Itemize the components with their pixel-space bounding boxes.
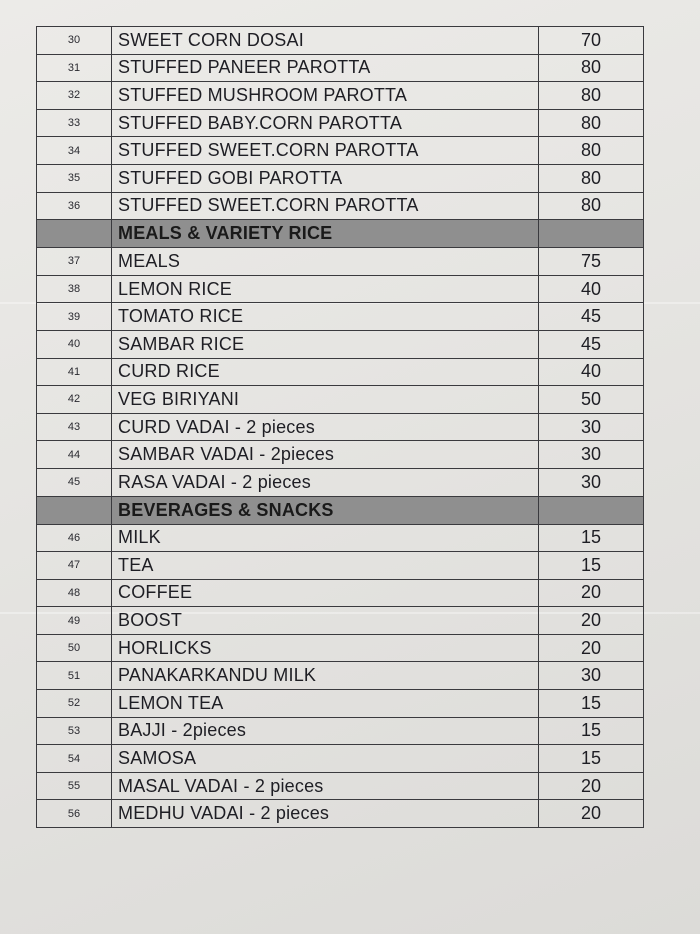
item-price: 45 bbox=[539, 330, 644, 358]
item-price: 30 bbox=[539, 468, 644, 496]
item-name: RASA VADAI - 2 pieces bbox=[112, 468, 539, 496]
menu-item-row bbox=[37, 27, 644, 55]
item-number: 53 bbox=[37, 717, 112, 745]
item-name: STUFFED MUSHROOM PAROTTA bbox=[112, 82, 539, 110]
item-price: 15 bbox=[539, 524, 644, 552]
item-price: 45 bbox=[539, 303, 644, 331]
item-name: STUFFED SWEET.CORN PAROTTA bbox=[112, 137, 539, 165]
item-price: 20 bbox=[539, 634, 644, 662]
menu-item-row bbox=[37, 54, 644, 82]
item-price: 20 bbox=[539, 607, 644, 635]
item-price: 75 bbox=[539, 248, 644, 276]
item-name: STUFFED PANEER PAROTTA bbox=[112, 54, 539, 82]
item-name: MEDHU VADAI - 2 pieces bbox=[112, 800, 539, 828]
item-number: 52 bbox=[37, 690, 112, 718]
section-price-cell bbox=[539, 496, 644, 524]
menu-item-row bbox=[37, 303, 644, 331]
item-price: 15 bbox=[539, 745, 644, 773]
item-name: TEA bbox=[112, 552, 539, 580]
item-number: 48 bbox=[37, 579, 112, 607]
item-name: SAMBAR RICE bbox=[112, 330, 539, 358]
item-name: PANAKARKANDU MILK bbox=[112, 662, 539, 690]
item-number: 56 bbox=[37, 800, 112, 828]
menu-item-row bbox=[37, 579, 644, 607]
item-price: 40 bbox=[539, 275, 644, 303]
item-price: 80 bbox=[539, 192, 644, 220]
menu-item-row bbox=[37, 690, 644, 718]
item-name: SAMOSA bbox=[112, 745, 539, 773]
menu-table bbox=[36, 26, 644, 828]
item-name: HORLICKS bbox=[112, 634, 539, 662]
menu-item-row bbox=[37, 137, 644, 165]
item-number: 37 bbox=[37, 248, 112, 276]
menu-item-row bbox=[37, 358, 644, 386]
item-number: 33 bbox=[37, 109, 112, 137]
item-name: LEMON RICE bbox=[112, 275, 539, 303]
menu-item-row bbox=[37, 662, 644, 690]
item-price: 80 bbox=[539, 82, 644, 110]
menu-item-row bbox=[37, 468, 644, 496]
item-number: 54 bbox=[37, 745, 112, 773]
section-number-cell bbox=[37, 496, 112, 524]
item-price: 80 bbox=[539, 109, 644, 137]
section-price-cell bbox=[539, 220, 644, 248]
menu-item-row bbox=[37, 192, 644, 220]
item-price: 20 bbox=[539, 579, 644, 607]
menu-item-row bbox=[37, 800, 644, 828]
item-price: 15 bbox=[539, 552, 644, 580]
item-number: 38 bbox=[37, 275, 112, 303]
item-price: 50 bbox=[539, 386, 644, 414]
item-price: 80 bbox=[539, 164, 644, 192]
item-name: MILK bbox=[112, 524, 539, 552]
menu-item-row bbox=[37, 386, 644, 414]
menu-item-row bbox=[37, 772, 644, 800]
item-price: 40 bbox=[539, 358, 644, 386]
menu-item-row bbox=[37, 717, 644, 745]
item-number: 55 bbox=[37, 772, 112, 800]
item-number: 42 bbox=[37, 386, 112, 414]
item-number: 39 bbox=[37, 303, 112, 331]
menu-item-row bbox=[37, 745, 644, 773]
item-price: 80 bbox=[539, 54, 644, 82]
section-title: BEVERAGES & SNACKS bbox=[112, 496, 539, 524]
item-number: 51 bbox=[37, 662, 112, 690]
section-header-row bbox=[37, 220, 644, 248]
item-name: MEALS bbox=[112, 248, 539, 276]
item-price: 70 bbox=[539, 27, 644, 55]
item-number: 30 bbox=[37, 27, 112, 55]
item-number: 47 bbox=[37, 552, 112, 580]
section-title: MEALS & VARIETY RICE bbox=[112, 220, 539, 248]
item-number: 41 bbox=[37, 358, 112, 386]
menu-table-body bbox=[37, 27, 644, 828]
item-price: 20 bbox=[539, 800, 644, 828]
menu-item-row bbox=[37, 413, 644, 441]
item-price: 30 bbox=[539, 413, 644, 441]
menu-item-row bbox=[37, 248, 644, 276]
item-name: STUFFED GOBI PAROTTA bbox=[112, 164, 539, 192]
item-name: CURD RICE bbox=[112, 358, 539, 386]
menu-item-row bbox=[37, 82, 644, 110]
section-number-cell bbox=[37, 220, 112, 248]
menu-item-row bbox=[37, 109, 644, 137]
item-price: 15 bbox=[539, 690, 644, 718]
item-price: 15 bbox=[539, 717, 644, 745]
item-price: 80 bbox=[539, 137, 644, 165]
item-name: BAJJI - 2pieces bbox=[112, 717, 539, 745]
item-number: 31 bbox=[37, 54, 112, 82]
item-number: 49 bbox=[37, 607, 112, 635]
item-price: 30 bbox=[539, 662, 644, 690]
item-number: 50 bbox=[37, 634, 112, 662]
item-number: 32 bbox=[37, 82, 112, 110]
item-number: 46 bbox=[37, 524, 112, 552]
item-name: COFFEE bbox=[112, 579, 539, 607]
item-price: 30 bbox=[539, 441, 644, 469]
item-number: 43 bbox=[37, 413, 112, 441]
item-name: TOMATO RICE bbox=[112, 303, 539, 331]
item-name: SWEET CORN DOSAI bbox=[112, 27, 539, 55]
item-number: 35 bbox=[37, 164, 112, 192]
menu-item-row bbox=[37, 524, 644, 552]
item-name: LEMON TEA bbox=[112, 690, 539, 718]
menu-item-row bbox=[37, 552, 644, 580]
item-number: 34 bbox=[37, 137, 112, 165]
menu-item-row bbox=[37, 634, 644, 662]
menu-item-row bbox=[37, 275, 644, 303]
menu-item-row bbox=[37, 607, 644, 635]
item-number: 36 bbox=[37, 192, 112, 220]
menu-item-row bbox=[37, 164, 644, 192]
item-name: BOOST bbox=[112, 607, 539, 635]
section-header-row bbox=[37, 496, 644, 524]
menu-item-row bbox=[37, 441, 644, 469]
item-name: CURD VADAI - 2 pieces bbox=[112, 413, 539, 441]
item-name: STUFFED BABY.CORN PAROTTA bbox=[112, 109, 539, 137]
item-number: 44 bbox=[37, 441, 112, 469]
item-number: 40 bbox=[37, 330, 112, 358]
item-price: 20 bbox=[539, 772, 644, 800]
item-name: STUFFED SWEET.CORN PAROTTA bbox=[112, 192, 539, 220]
item-number: 45 bbox=[37, 468, 112, 496]
item-name: SAMBAR VADAI - 2pieces bbox=[112, 441, 539, 469]
menu-item-row bbox=[37, 330, 644, 358]
item-name: VEG BIRIYANI bbox=[112, 386, 539, 414]
item-name: MASAL VADAI - 2 pieces bbox=[112, 772, 539, 800]
